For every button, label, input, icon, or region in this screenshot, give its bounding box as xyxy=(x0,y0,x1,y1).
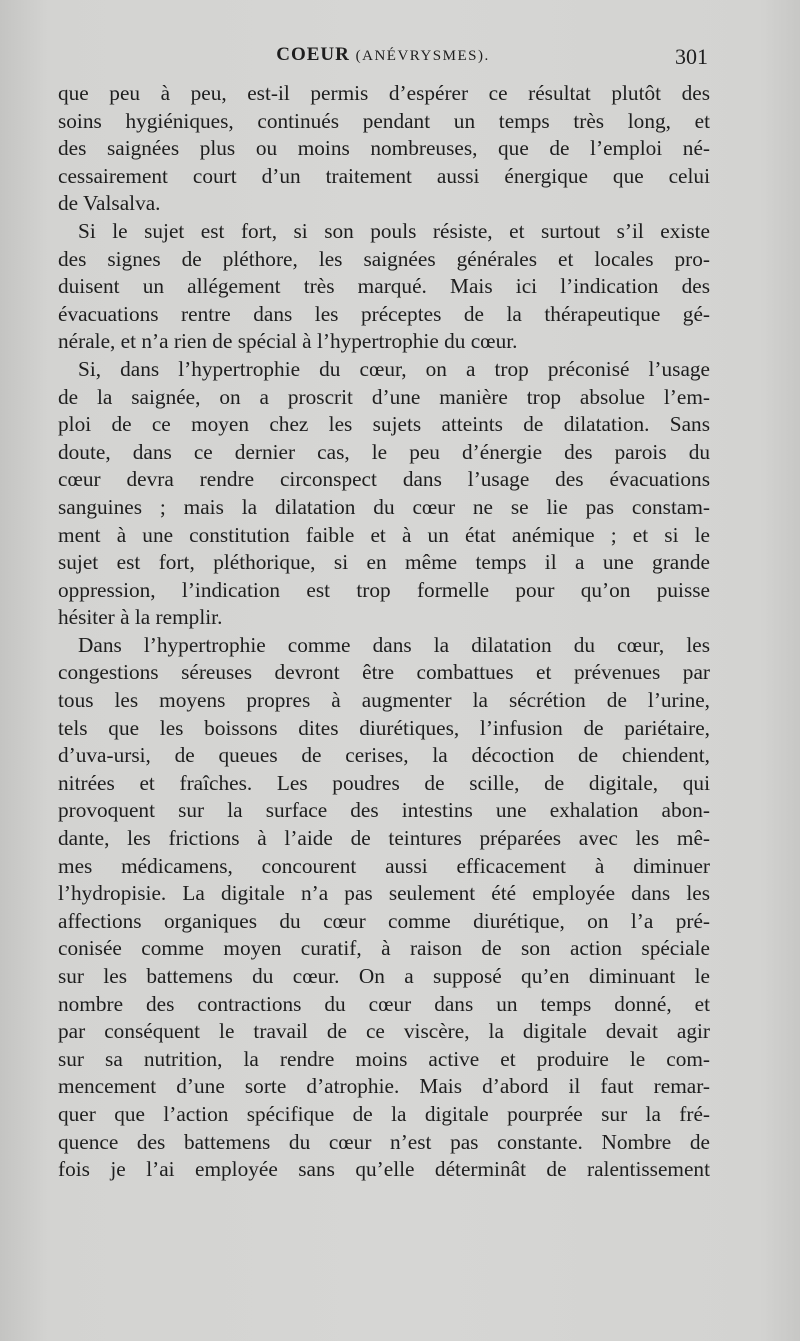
paragraph xyxy=(58,356,710,632)
text-line: que peu à peu, est-il permis d’espérer ce résultat plutôt des xyxy=(58,81,710,105)
text-line: soins hygiéniques, continués pendant un temps très long, et xyxy=(58,108,710,133)
text-line: affections organiques du cœur comme diurétique, on l’a pré- xyxy=(58,908,710,933)
text-line: de Valsalva. xyxy=(58,191,161,216)
page-number: 301 xyxy=(675,44,708,69)
text-line: évacuations rentre dans les préceptes de la thérapeutique gé- xyxy=(58,301,710,326)
text-line: sur les battemens du cœur. On a supposé qu’en diminuant le xyxy=(58,964,710,988)
text-line: nérale, et n’a rien de spécial à l’hypertrophie du cœur. xyxy=(58,329,518,354)
text-line: mes médicamens, concourent aussi efficacement à diminuer xyxy=(58,853,710,878)
text-line: des signes de pléthore, les saignées générales et locales pro- xyxy=(58,246,710,271)
text-line: cœur devra rendre circonspect dans l’usage des évacuations xyxy=(58,467,710,492)
text-line: duisent un allégement très marqué. Mais ici l’indication des xyxy=(58,274,710,299)
text-line: Si le sujet est fort, si son pouls résiste, et surtout s’il existe xyxy=(78,218,710,243)
page-body xyxy=(58,80,710,1184)
text-line: sanguines ; mais la dilatation du cœur ne se lie pas constam- xyxy=(58,494,710,519)
running-head xyxy=(58,44,708,66)
text-line: ment à une constitution faible et à un état anémique ; et si le xyxy=(58,522,710,547)
text-line: conisée comme moyen curatif, à raison de son action spéciale xyxy=(58,936,710,961)
text-line: doute, dans ce dernier cas, le peu d’énergie des parois du xyxy=(58,439,710,464)
text-line: cessairement court d’un traitement aussi énergique que celui xyxy=(58,163,710,188)
paragraph xyxy=(58,218,710,356)
text-line: quence des battemens du cœur n’est pas constante. Nombre de xyxy=(58,1129,710,1154)
text-line: d’uva-ursi, de queues de cerises, la décoction de chiendent, xyxy=(58,743,710,768)
text-line: quer que l’action spécifique de la digitale pourprée sur la fré- xyxy=(58,1101,710,1126)
running-head-sub: (ANÉVRYSMES). xyxy=(355,48,490,64)
paragraph xyxy=(58,632,710,1184)
text-line: Dans l’hypertrophie comme dans la dilatation du cœur, les xyxy=(78,632,710,657)
text-line: des saignées plus ou moins nombreuses, que de l’emploi né- xyxy=(58,136,710,161)
text-line: l’hydropisie. La digitale n’a pas seulement été employée dans les xyxy=(58,881,710,906)
text-line: nitrées et fraîches. Les poudres de scille, de digitale, qui xyxy=(58,770,710,795)
text-line: nombre des contractions du cœur dans un temps donné, et xyxy=(58,991,710,1016)
text-line: de la saignée, on a proscrit d’une manière trop absolue l’em- xyxy=(58,384,710,409)
text-line: congestions séreuses devront être combattues et prévenues par xyxy=(58,660,710,685)
text-line: ploi de ce moyen chez les sujets atteints de dilatation. Sans xyxy=(58,412,710,437)
page-header xyxy=(58,44,708,74)
text-line: provoquent sur la surface des intestins une exhalation abon- xyxy=(58,798,710,823)
text-line: oppression, l’indication est trop formelle pour qu’on puisse xyxy=(58,577,710,602)
text-line: dante, les frictions à l’aide de teintures préparées avec les mê- xyxy=(58,826,710,851)
running-head-main: COEUR xyxy=(276,44,350,65)
text-line: Si, dans l’hypertrophie du cœur, on a trop préconisé l’usage xyxy=(78,356,710,381)
paragraph xyxy=(58,80,710,218)
text-line: sur sa nutrition, la rendre moins active et produire le com- xyxy=(58,1046,710,1071)
text-line: mencement d’une sorte d’atrophie. Mais d’abord il faut remar- xyxy=(58,1074,710,1099)
text-line: tous les moyens propres à augmenter la sécrétion de l’urine, xyxy=(58,688,710,713)
text-line: hésiter à la remplir. xyxy=(58,605,223,630)
text-line: sujet est fort, pléthorique, si en même temps il a une grande xyxy=(58,550,710,575)
text-line: tels que les boissons dites diurétiques, l’infusion de pariétaire, xyxy=(58,715,710,740)
text-line: fois je l’ai employée sans qu’elle déterminât de ralentissement xyxy=(58,1157,710,1182)
text-line: par conséquent le travail de ce viscère, la digitale devait agir xyxy=(58,1019,710,1044)
